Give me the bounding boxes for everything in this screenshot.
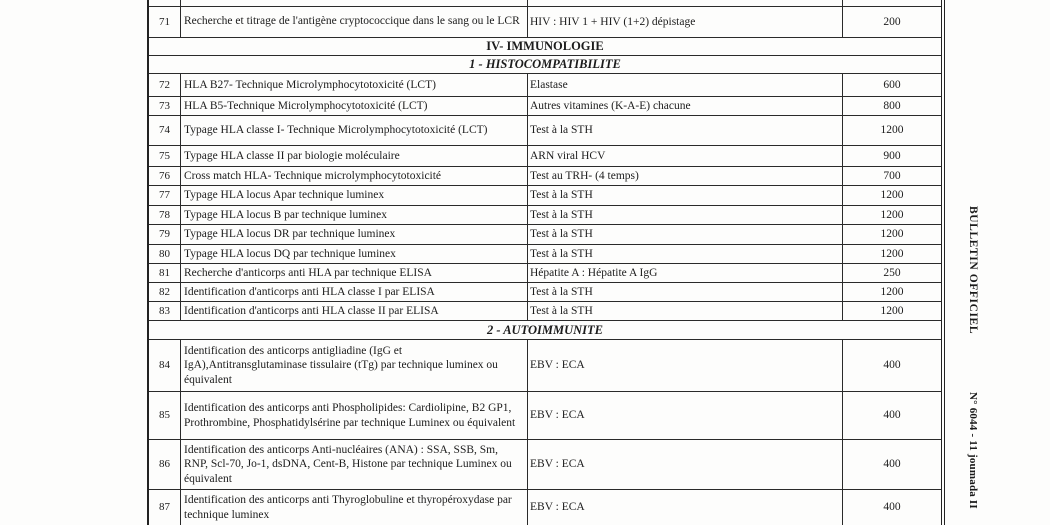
row-analysis: ARN viral HCV bbox=[528, 146, 843, 166]
table-row bbox=[149, 440, 941, 490]
row-number: 81 bbox=[149, 264, 181, 282]
row-description: Identification des anticorps anti Thyroglobuline et thyropéroxydase par technique luminex bbox=[181, 490, 528, 525]
row-number: 78 bbox=[149, 206, 181, 224]
row-value: 250 bbox=[883, 266, 901, 279]
row-value: 1200 bbox=[880, 247, 904, 260]
row-number: 76 bbox=[149, 167, 181, 185]
row-analysis: Autres vitamines (K-A-E) chacune bbox=[528, 97, 843, 115]
row-value: 700 bbox=[883, 169, 901, 182]
row-value: 1200 bbox=[880, 189, 904, 202]
row-value: 1200 bbox=[880, 304, 904, 317]
row-value: 1200 bbox=[880, 124, 904, 137]
row-description: Identification des anticorps Anti-nucléaires (ANA) : SSA, SSB, Sm, RNP, Scl-70, Jo-1, dsDNA, Cent-B, Histone par technique Luminex ou équivalent bbox=[181, 440, 528, 489]
row-analysis: EBV : ECA bbox=[528, 440, 843, 489]
row-value: 400 bbox=[883, 501, 901, 514]
row-analysis: Hépatite A : Hépatite A IgG bbox=[528, 264, 843, 282]
row-description: Typage HLA locus DQ par technique luminex bbox=[181, 245, 528, 263]
table-row bbox=[149, 264, 941, 283]
table-row bbox=[149, 167, 941, 186]
row-analysis: Test à la STH bbox=[528, 225, 843, 244]
row-analysis: HIV : HIV 1 + HIV (1+2) dépistage bbox=[528, 7, 843, 37]
row-description: Recherche et titrage de l'antigène cryptococcique dans le sang ou le LCR bbox=[181, 7, 528, 37]
row-analysis: Test à la STH bbox=[528, 302, 843, 320]
tariff-table bbox=[147, 0, 945, 525]
row-number: 84 bbox=[149, 340, 181, 391]
row-value: 800 bbox=[883, 99, 901, 112]
table-row bbox=[149, 186, 941, 206]
publication-title: BULLETIN OFFICIEL bbox=[967, 206, 979, 335]
table-row bbox=[149, 490, 941, 525]
table-row bbox=[149, 146, 941, 167]
row-description: Identification d'anticorps anti HLA classe I par ELISA bbox=[181, 283, 528, 301]
row-value: 200 bbox=[883, 15, 901, 28]
table-row bbox=[149, 116, 941, 146]
table-row bbox=[149, 7, 941, 38]
row-value: 1200 bbox=[880, 285, 904, 298]
row-description: Typage HLA classe II par biologie moléculaire bbox=[181, 146, 528, 166]
row-analysis: EBV : ECA bbox=[528, 392, 843, 439]
row-number: 82 bbox=[149, 283, 181, 301]
row-number: 75 bbox=[149, 146, 181, 166]
row-description: Typage HLA classe I- Technique Microlymphocytotoxicité (LCT) bbox=[181, 116, 528, 145]
table-row bbox=[149, 225, 941, 245]
table-row bbox=[149, 392, 941, 440]
row-number: 83 bbox=[149, 302, 181, 320]
table-row bbox=[149, 245, 941, 264]
row-description: HLA B5-Technique Microlymphocytotoxicité (LCT) bbox=[181, 97, 528, 115]
issue-number: N° 6044 - 11 joumada II bbox=[967, 392, 979, 509]
row-analysis: Elastase bbox=[528, 74, 843, 96]
row-value: 600 bbox=[883, 78, 901, 91]
row-description: Identification des anticorps anti Phospholipides: Cardiolipine, B2 GP1, Prothrombine, Phosphatidylsérine par technique Luminex ou équivalent bbox=[181, 392, 528, 439]
row-value: 900 bbox=[883, 149, 901, 162]
section-title: 2 - AUTOIMMUNITE bbox=[149, 321, 941, 340]
row-description: Typage HLA locus DR par technique luminex bbox=[181, 225, 528, 244]
row-description bbox=[181, 0, 528, 6]
row-description: HLA B27- Technique Microlymphocytotoxicité (LCT) bbox=[181, 74, 528, 96]
row-analysis: Test au TRH- (4 temps) bbox=[528, 167, 843, 185]
row-number bbox=[149, 0, 181, 6]
row-description: Typage HLA locus Apar technique luminex bbox=[181, 186, 528, 205]
row-number: 80 bbox=[149, 245, 181, 263]
row-analysis: Test à la STH bbox=[528, 186, 843, 205]
row-number: 72 bbox=[149, 74, 181, 96]
row-description: Recherche d'anticorps anti HLA par technique ELISA bbox=[181, 264, 528, 282]
row-value: 400 bbox=[883, 359, 901, 372]
row-number: 74 bbox=[149, 116, 181, 145]
row-number: 71 bbox=[149, 7, 181, 37]
table-row bbox=[149, 302, 941, 321]
row-description: Identification d'anticorps anti HLA classe II par ELISA bbox=[181, 302, 528, 320]
row-number: 73 bbox=[149, 97, 181, 115]
table-row bbox=[149, 97, 941, 116]
row-analysis: Test à la STH bbox=[528, 283, 843, 301]
row-value: 400 bbox=[883, 458, 901, 471]
row-analysis: Test à la STH bbox=[528, 245, 843, 263]
table-row bbox=[149, 340, 941, 392]
chapter-title: IV- IMMUNOLOGIE bbox=[149, 38, 941, 56]
section-title: 1 - HISTOCOMPATIBILITE bbox=[149, 56, 941, 74]
row-value bbox=[843, 0, 941, 6]
row-value: 1200 bbox=[880, 208, 904, 221]
table-row bbox=[149, 74, 941, 97]
row-number: 87 bbox=[149, 490, 181, 525]
row-analysis: Test à la STH bbox=[528, 116, 843, 145]
row-description: Cross match HLA- Technique microlymphocytotoxicité bbox=[181, 167, 528, 185]
row-number: 79 bbox=[149, 225, 181, 244]
row-value: 1200 bbox=[880, 228, 904, 241]
row-description: Typage HLA locus B par technique luminex bbox=[181, 206, 528, 224]
row-analysis bbox=[528, 0, 843, 6]
row-number: 85 bbox=[149, 392, 181, 439]
row-number: 77 bbox=[149, 186, 181, 205]
row-value: 400 bbox=[883, 409, 901, 422]
row-analysis: Test à la STH bbox=[528, 206, 843, 224]
row-analysis: EBV : ECA bbox=[528, 490, 843, 525]
table-row-partial bbox=[149, 0, 941, 7]
row-analysis: EBV : ECA bbox=[528, 340, 843, 391]
row-number: 86 bbox=[149, 440, 181, 489]
table-row bbox=[149, 283, 941, 302]
table-row bbox=[149, 206, 941, 225]
row-description: Identification des anticorps antigliadine (IgG et IgA),Antitransglutaminase tissulaire (tTg) par technique luminex ou équivalent bbox=[181, 340, 528, 391]
